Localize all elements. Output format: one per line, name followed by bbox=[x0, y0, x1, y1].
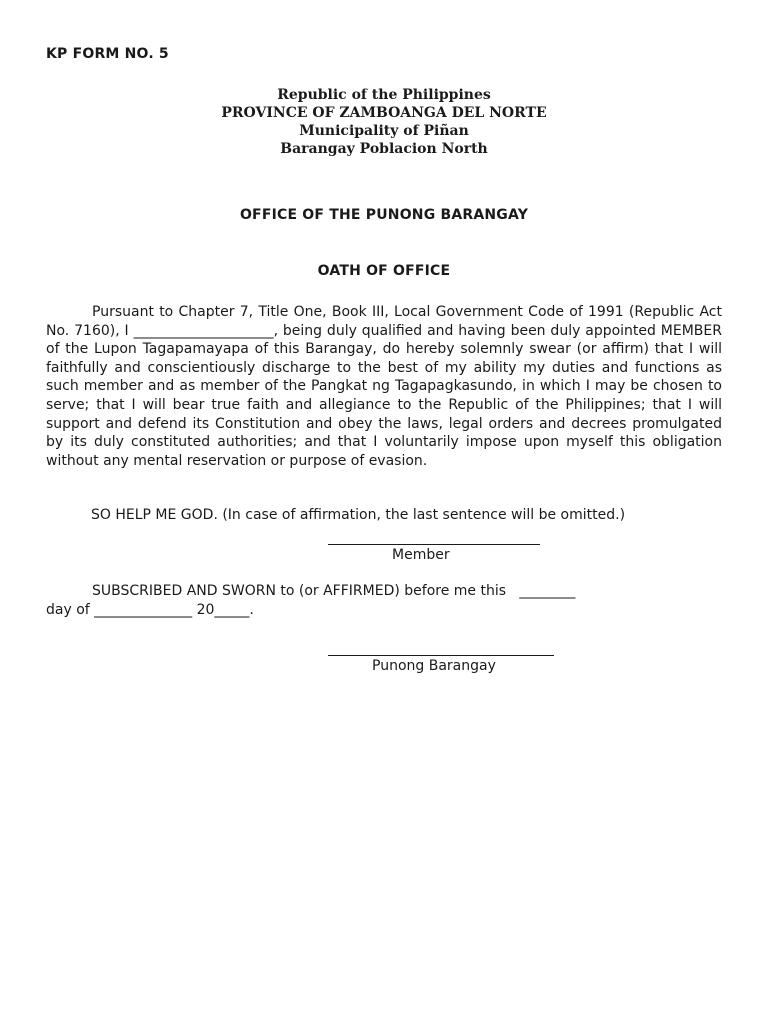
document-header bbox=[0, 86, 768, 158]
member-label: Member bbox=[392, 547, 450, 563]
member-signature-line bbox=[328, 544, 540, 545]
punong-barangay-label: Punong Barangay bbox=[372, 658, 496, 674]
header-municipality: Municipality of Piñan bbox=[299, 123, 469, 139]
header-barangay: Barangay Poblacion North bbox=[280, 141, 488, 157]
form-number: KP FORM NO. 5 bbox=[46, 46, 169, 62]
office-title: OFFICE OF THE PUNONG BARANGAY bbox=[239, 207, 529, 223]
oath-title: OATH OF OFFICE bbox=[317, 263, 451, 279]
header-republic: Republic of the Philippines bbox=[277, 87, 491, 103]
subscribed-sworn-paragraph bbox=[46, 582, 722, 620]
header-province: PROVINCE OF ZAMBOANGA DEL NORTE bbox=[221, 105, 547, 121]
so-help-me-god-text: SO HELP ME GOD. (In case of affirmation, the last sentence will be omitted.) bbox=[91, 507, 626, 523]
oath-body-paragraph: Pursuant to Chapter 7, Title One, Book III, Local Government Code of 1991 (Republic Act No. 7160), I ____________________, being duly qualified and having been duly appointed MEMBER of the Lupon Tagapamayapa of this Barangay, do hereby solemnly swear (or affirm) that I will faithfully and conscientiously discharge to the best of my ability my duties and functions as such member and as member of the Pangkat ng Tagapagkasundo, in which I may be chosen to serve; that I will bear true faith and allegiance to the Republic of the Philippines; that I will support and defend its Constitution and obey the laws, legal orders and decrees promulgated by its duly constituted authorities; and that I voluntarily impose upon myself this obligation without any mental reservation or purpose of evasion. bbox=[46, 304, 722, 469]
punong-barangay-signature-line bbox=[328, 655, 554, 656]
sworn-line-1: SUBSCRIBED AND SWORN to (or AFFIRMED) before me this ________ bbox=[92, 583, 576, 599]
sworn-line-2: day of ______________ 20_____. bbox=[46, 602, 254, 618]
